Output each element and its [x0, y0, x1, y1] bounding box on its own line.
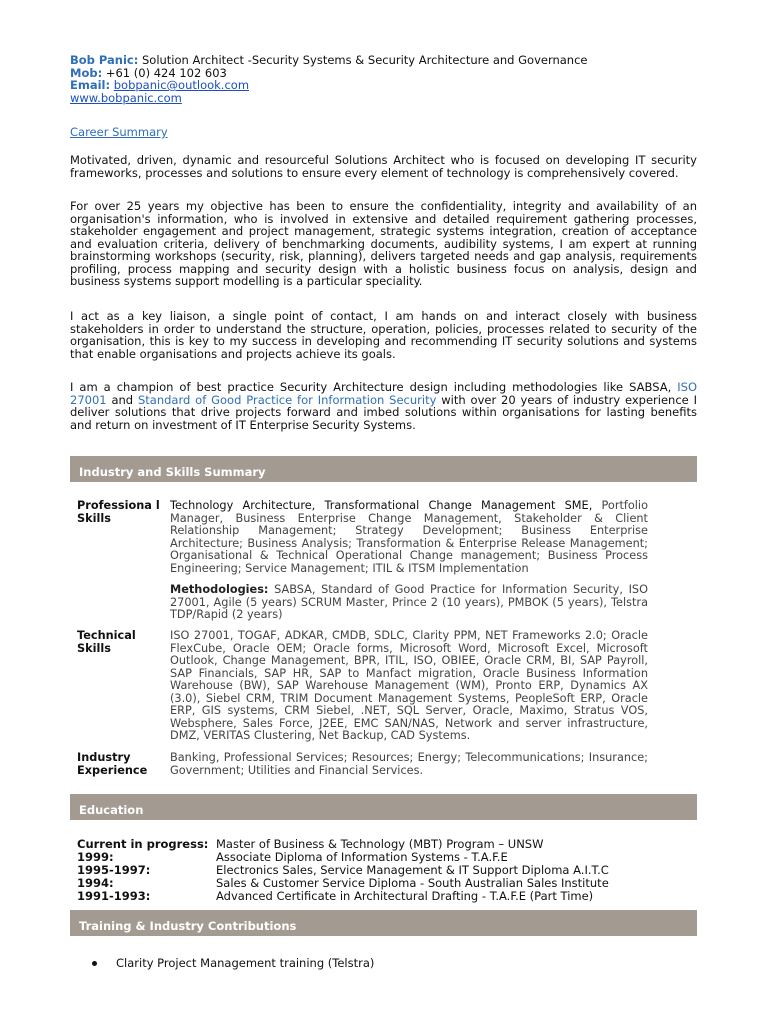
p4-iso-link: ISO 27001: [70, 380, 697, 407]
industry-experience-label: Industry Experience: [77, 751, 148, 777]
technical-skills-value: ISO 27001, TOGAF, ADKAR, CMDB, SDLC, Clarity PPM, NET Frameworks 2.0; Oracle FlexCube, Oracle OEM; Oracle forms, Microsoft Word, Microsoft Excel, Microsoft Outlook, Change Management, BPR, ITIL, ISO, OBIEE, Oracle CRM, BI, SAP Payroll, SAP Financials, SAP HR, SAP to Manfact migration, Oracle Business Information Warehouse (BW), SAP Warehouse Management (WM), Pronto ERP, Dynamics AX (3.0), Siebel CRM, TRIM Document Management Systems, PeopleSoft ERP, Oracle ERP, GIS systems, CRM Siebel, .NET, SQL Server, Oracle, Maximo, Stratus VOS, Websphere, Sales Force, J2EE, EMC SAN/NAS, Network and server infrastructure, DMZ, VERITAS Clustering, Net Backup, CAD Systems.: [170, 629, 648, 742]
education-date: Current in progress:: [77, 837, 209, 851]
education-date: 1999:: [77, 850, 114, 864]
training-section-bar: [70, 910, 697, 936]
education-list: [77, 838, 677, 903]
summary-paragraph-2: For over 25 years my objective has been to ensure the confidentiality, integrity and availability of an organisation's information, who is involved in extensive and detailed requirement gathering processes, stakeholder engagement and project management, strategic systems integration, creation of acceptance and evaluation criteria, delivery of benchmarking documents, audibility systems, I am expert at running brainstorming workshops (security, risk, planning), delivers targeted needs and gap analysis, requirements profiling, process mapping and security design with a holistic business focus on analysis, design and business systems support modelling is a particular speciality.: [70, 199, 697, 288]
name-label: Bob Panic:: [70, 53, 139, 67]
email-label: Email:: [70, 78, 111, 92]
education-section-bar: [70, 794, 697, 820]
education-row: [77, 890, 677, 903]
skills-section-heading: Industry and Skills Summary: [79, 465, 266, 479]
education-item: Master of Business & Technology (MBT) Program – UNSW: [216, 837, 544, 851]
education-date: 1995-1997:: [77, 863, 151, 877]
education-date: 1991-1993:: [77, 889, 151, 903]
methodologies-value: [170, 584, 648, 622]
website-line: [70, 92, 697, 105]
career-summary-heading-wrap: [70, 121, 168, 140]
summary-paragraph-1: Motivated, driven, dynamic and resourceful Solutions Architect who is focused on developing IT security frameworks, processes and solutions to ensure every element of technology is comprehensively covered.: [70, 153, 697, 180]
p4-sogp-link: Standard of Good Practice for Information Security: [137, 392, 437, 407]
education-date: 1994:: [77, 876, 114, 890]
p4-text-c: and: [106, 392, 138, 407]
bullet-icon: [92, 961, 97, 966]
methodologies-text: SABSA, Standard of Good Practice for Information Security, ISO 27001, Agile (5 years) SCRUM Master, Prince 2 (10 years), PMBOK (5 years), Telstra TDP/Rapid (2 years): [170, 583, 648, 621]
professional-skills-label: Professiona l Skills: [77, 499, 160, 525]
education-heading: Education: [79, 803, 144, 817]
professional-skills-lead: Technology Architecture, Transformational Change Management SME,: [170, 499, 593, 512]
training-item-text: Clarity Project Management training (Telstra): [116, 956, 375, 970]
training-list-item: [92, 956, 374, 970]
summary-paragraph-4: [70, 381, 697, 431]
training-heading: Training & Industry Contributions: [79, 919, 297, 933]
career-summary-heading[interactable]: Career Summary: [70, 125, 168, 139]
education-item: Sales & Customer Service Diploma - South Australian Sales Institute: [216, 876, 609, 890]
professional-skills-rest: Portfolio Manager, Business Enterprise Change Management, Stakeholder & Client Relationship Management; Strategy Development; Business Enterprise Architecture; Business Analysis; Transformation & Enterprise Release Management; Organisational & Technical Operational Change management; Business Process Engineering; Service Management; ITIL & ITSM Implementation: [170, 499, 648, 575]
email-link[interactable]: bobpanic@outlook.com: [113, 78, 250, 92]
professional-skills-value: [170, 500, 648, 575]
industry-experience-value: Banking, Professional Services; Resources; Energy; Telecommunications; Insurance; Government; Utilities and Financial Services.: [170, 751, 648, 777]
mobile-label: Mob:: [70, 65, 103, 80]
website-link[interactable]: www.bobpanic.com: [70, 90, 182, 105]
methodologies-label: Methodologies:: [170, 583, 269, 596]
technical-skills-label: Technical Skills: [77, 629, 136, 655]
p4-text-e: with over 20 years of industry experience I deliver solutions that drive projects forward and imbed solutions within organisations for lasting benefits and return on investment of IT Enterprise Security Systems.: [70, 392, 697, 432]
education-item: Advanced Certificate in Architectural Drafting - T.A.F.E (Part Time): [216, 889, 594, 903]
contact-block: [70, 54, 697, 104]
skills-section-bar: [70, 456, 697, 482]
summary-paragraph-3: I act as a key liaison, a single point of contact, I am hands on and interact closely with business stakeholders in order to understand the structure, operation, policies, processes related to security of the organisation, this is key to my success in developing and recommending IT security solutions and systems that enable organisations and projects achieve its goals.: [70, 309, 697, 361]
mobile-value: +61 (0) 424 102 603: [102, 65, 227, 80]
education-item: Electronics Sales, Service Management & IT Support Diploma A.I.T.C: [216, 863, 609, 877]
education-item: Associate Diploma of Information Systems - T.A.F.E: [216, 850, 508, 864]
job-title: Solution Architect -Security Systems & Security Architecture and Governance: [138, 53, 588, 67]
p4-text-a: I am a champion of best practice Security Architecture design including methodologies like SABSA,: [70, 380, 678, 394]
